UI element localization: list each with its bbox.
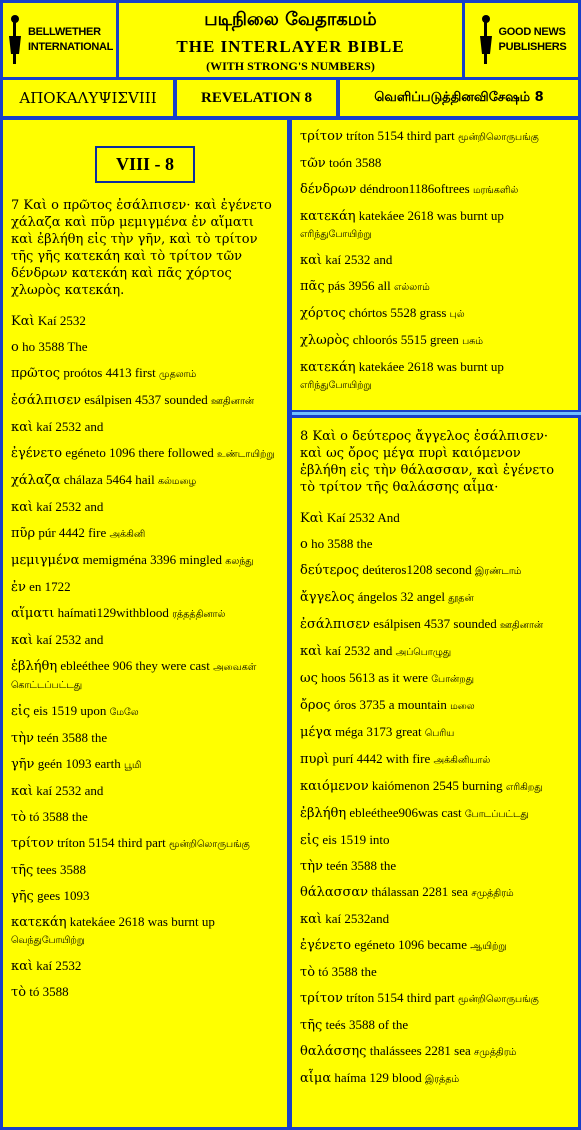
- transliteration: eis 1519 into: [322, 832, 390, 847]
- tamil-gloss: பெரிய: [424, 728, 455, 739]
- subtitle: (WITH STRONG'S NUMBERS): [206, 59, 375, 73]
- list-item: [11, 579, 279, 596]
- transliteration: proótos 4413 first: [63, 365, 156, 380]
- greek-word: αἵματι: [11, 606, 55, 621]
- transliteration: deúteros1208 second: [362, 562, 472, 577]
- tamil-gloss: போடப்பட்டது: [464, 809, 529, 820]
- greek-word: καὶ: [300, 253, 323, 268]
- tamil-gloss: அப்பொழுது: [395, 647, 452, 658]
- greek-word: ἐν: [11, 580, 26, 595]
- greek-word: τῆς: [300, 1018, 323, 1033]
- list-item: [300, 128, 570, 146]
- greek-word: τὸ: [11, 810, 27, 825]
- tab-english[interactable]: REVELATION 8: [177, 80, 336, 116]
- list-item: [11, 525, 279, 543]
- list-item: [11, 392, 279, 410]
- transliteration: memigména 3396 mingled: [82, 552, 222, 567]
- list-item: [300, 155, 570, 172]
- transliteration: teén 3588 the: [326, 858, 397, 873]
- greek-word: πρῶτος: [11, 366, 61, 381]
- title-english: THE INTERLAYER BIBLE: [176, 37, 405, 56]
- greek-word: τὸ: [11, 985, 27, 1000]
- tamil-gloss: போன்றது: [431, 674, 474, 685]
- transliteration: tó 3588: [29, 984, 69, 999]
- greek-word: ο: [300, 537, 308, 552]
- tamil-gloss: புல்: [449, 309, 465, 320]
- tamil-gloss: சமுத்திரம்: [474, 1047, 517, 1058]
- greek-word: θαλάσσης: [300, 1044, 367, 1059]
- tamil-gloss: இரத்தம்: [425, 1074, 460, 1085]
- list-item: [11, 472, 279, 490]
- greek-word: χάλαζα: [11, 473, 61, 488]
- greek-word: καὶ: [300, 912, 323, 927]
- greek-word: γῆς: [11, 889, 34, 904]
- transliteration: ebleéthee906was cast: [349, 805, 462, 820]
- transliteration: tó 3588 the: [29, 809, 88, 824]
- greek-word: ο: [11, 340, 19, 355]
- transliteration: purí 4442 with fire: [332, 751, 431, 766]
- greek-word: κατεκάη: [300, 360, 356, 375]
- greek-word: αἷμα: [300, 1071, 332, 1086]
- tamil-gloss: பசும்: [462, 336, 484, 347]
- verse-text: 8 Καὶ ο δεύτερος ἄγγελος ἐσάλπισεν· καὶ ως ὄρος μέγα πυρὶ καιόμενον ἐβλήθη εἰς τὴν θάλασσαν, καὶ ἐγένετο τὸ τρίτον τῆς θαλάσσης αἷμα·: [300, 429, 555, 495]
- entry-list: [300, 510, 570, 1088]
- transliteration: en 1722: [29, 579, 71, 594]
- transliteration: kaí 2532 and: [36, 783, 104, 798]
- tamil-gloss: மூன்றிலொருபங்கு: [458, 994, 539, 1005]
- tamil-gloss: மூன்றிலொருபங்கு: [169, 839, 250, 850]
- list-item: [300, 332, 570, 350]
- transliteration: kaí 2532 and: [36, 632, 104, 647]
- greek-word: εἰς: [300, 833, 320, 848]
- tamil-gloss: மூன்றிலொருபங்கு: [458, 132, 539, 143]
- shepherd-icon: [6, 14, 24, 66]
- transliteration: hoos 5613 as it were: [321, 670, 429, 685]
- greek-word: ἐγένετο: [11, 446, 63, 461]
- left-column: [3, 120, 287, 1127]
- transliteration: kaí 2532 and: [36, 499, 104, 514]
- transliteration: chálaza 5464 hail: [63, 472, 155, 487]
- greek-word: πῦρ: [11, 526, 36, 541]
- greek-word: χόρτος: [300, 306, 346, 321]
- list-item: [300, 832, 570, 849]
- greek-word: τὴν: [11, 731, 34, 746]
- transliteration: geén 1093 earth: [37, 756, 121, 771]
- transliteration: teén 3588 the: [37, 730, 108, 745]
- tamil-gloss: அக்கினி: [109, 529, 146, 540]
- tamil-gloss: உண்டாயிற்று: [217, 449, 275, 460]
- transliteration: kaí 2532 and: [36, 419, 104, 434]
- transliteration: ángelos 32 angel: [357, 589, 446, 604]
- transliteration: katekáee 2618 was burnt up: [358, 208, 504, 223]
- logo-right-line-2: PUBLISHERS: [498, 41, 567, 53]
- greek-word: τῆς: [11, 863, 34, 878]
- greek-word: Καὶ: [11, 314, 35, 329]
- transliteration: Kaí 2532: [37, 313, 86, 328]
- transliteration: esálpisen 4537 sounded: [373, 616, 497, 631]
- tamil-gloss: தூதன்: [448, 593, 474, 604]
- transliteration: púr 4442 fire: [38, 525, 107, 540]
- list-item: [11, 756, 279, 774]
- logo-left-line-2: INTERNATIONAL: [27, 41, 114, 53]
- tamil-gloss: அவைகள் கொட்டப்பட்டது: [11, 662, 257, 691]
- list-item: [11, 445, 279, 463]
- greek-word: ὄρος: [300, 698, 331, 713]
- transliteration: tríton 5154 third part: [57, 835, 166, 850]
- verse-text: 7 Καὶ ο πρῶτος ἐσάλπισεν· καὶ ἐγένετο χάλαζα καὶ πῦρ μεμιγμένα ἐν αἵματι καὶ ἐβλήθη εἰς τὴν γῆν, καὶ τὸ τρίτον τῆς γῆς κατεκάη καὶ τὸ τρίτον τῶν δένδρων κατεκάη καὶ πᾶς χόρτος χλωρὸς κατεκάη.: [11, 198, 272, 298]
- list-item: [300, 1043, 570, 1061]
- list-item: [11, 914, 279, 949]
- transliteration: ho 3588 the: [311, 536, 373, 551]
- greek-word: μέγα: [300, 725, 332, 740]
- greek-word: καιόμενον: [300, 779, 369, 794]
- list-item: [11, 365, 279, 383]
- transliteration: pás 3956 all: [327, 278, 391, 293]
- list-item: [300, 884, 570, 902]
- title-box: [119, 3, 462, 77]
- entry-list: [300, 128, 570, 394]
- transliteration: haíma 129 blood: [334, 1070, 422, 1085]
- tamil-gloss: எரிகிறது: [505, 782, 543, 793]
- transliteration: kaí 2532: [36, 958, 82, 973]
- list-item: [300, 510, 570, 527]
- transliteration: tó 3588 the: [318, 964, 377, 979]
- list-item: [300, 252, 570, 269]
- transliteration: ho 3588 The: [22, 339, 88, 354]
- greek-word: καὶ: [11, 959, 34, 974]
- greek-word: θάλασσαν: [300, 885, 369, 900]
- greek-word: ἐσάλπισεν: [11, 393, 82, 408]
- transliteration: óros 3735 a mountain: [333, 697, 447, 712]
- chapter-badge: VIII - 8: [95, 146, 195, 183]
- logo-left-line-1: BELLWETHER: [27, 26, 101, 38]
- tamil-gloss: வெந்துபோயிற்று: [11, 935, 85, 946]
- transliteration: méga 3173 great: [334, 724, 422, 739]
- list-item: [11, 499, 279, 516]
- greek-word: ως: [300, 671, 318, 686]
- greek-word: γῆν: [11, 757, 35, 772]
- transliteration: egéneto 1096 there followed: [65, 445, 214, 460]
- transliteration: tríton 5154 third part: [346, 990, 455, 1005]
- greek-word: χλωρὸς: [300, 333, 350, 348]
- tamil-gloss: இரண்டாம்: [475, 566, 522, 577]
- list-item: [11, 419, 279, 436]
- tamil-gloss: மலை: [450, 701, 475, 712]
- list-item: [11, 605, 279, 623]
- list-item: [300, 208, 570, 243]
- greek-word: τρίτον: [300, 991, 343, 1006]
- list-item: [11, 339, 279, 356]
- greek-word: μεμιγμένα: [11, 553, 80, 568]
- greek-word: ἐβλήθη: [11, 659, 58, 674]
- greek-word: Καὶ: [300, 511, 324, 526]
- tamil-gloss: ரத்தத்தினால்: [172, 609, 226, 620]
- list-item: [300, 724, 570, 742]
- list-item: [11, 984, 279, 1001]
- list-item: [11, 313, 279, 330]
- right-column-top: [292, 120, 578, 410]
- transliteration: chloorós 5515 green: [352, 332, 459, 347]
- tamil-gloss: மரங்களில்: [472, 185, 519, 196]
- transliteration: chórtos 5528 grass: [348, 305, 447, 320]
- list-item: [300, 805, 570, 823]
- greek-word: τῶν: [300, 156, 326, 171]
- tamil-gloss: ஊதினான்: [500, 620, 544, 631]
- list-item: [300, 751, 570, 769]
- tab-greek[interactable]: ΑΠΟΚΑΛΥΨΙΣVIII: [3, 80, 173, 116]
- list-item: [300, 305, 570, 323]
- list-item: [11, 632, 279, 649]
- greek-word: δεύτερος: [300, 563, 360, 578]
- greek-word: πυρὶ: [300, 752, 330, 767]
- transliteration: haímati129withblood: [57, 605, 169, 620]
- greek-word: καὶ: [11, 420, 34, 435]
- logo-right-line-1: GOOD NEWS: [498, 26, 566, 38]
- tamil-gloss: மேலே: [109, 707, 139, 718]
- greek-word: κατεκάη: [300, 209, 356, 224]
- list-item: [11, 658, 279, 694]
- divider: [292, 412, 581, 415]
- greek-word: καὶ: [300, 644, 323, 659]
- list-item: [300, 359, 570, 394]
- list-item: [11, 809, 279, 826]
- list-item: [300, 181, 570, 199]
- tamil-gloss: கலந்து: [225, 556, 254, 567]
- transliteration: ebleéthee 906 they were cast: [60, 658, 210, 673]
- transliteration: tees 3588: [36, 862, 86, 877]
- list-item: [300, 1070, 570, 1088]
- shepherd-icon: [477, 14, 495, 66]
- transliteration: kaí 2532and: [325, 911, 390, 926]
- tamil-gloss: கல்மழை: [157, 476, 197, 487]
- tamil-gloss: எல்லாம்: [393, 282, 430, 293]
- greek-word: δένδρων: [300, 182, 357, 197]
- list-item: [11, 862, 279, 879]
- greek-word: τὸ: [300, 965, 316, 980]
- list-item: [300, 964, 570, 981]
- tamil-gloss: அக்கினியால்: [433, 755, 491, 766]
- list-item: [300, 536, 570, 553]
- tamil-gloss: முதலாம்: [159, 369, 197, 380]
- greek-word: τὴν: [300, 859, 323, 874]
- greek-word: καὶ: [11, 500, 34, 515]
- tamil-gloss: எரிந்துபோயிற்று: [300, 229, 372, 240]
- transliteration: toón 3588: [328, 155, 382, 170]
- tamil-gloss: சமுத்திரம்: [471, 888, 514, 899]
- list-item: [300, 778, 570, 796]
- transliteration: Kaí 2532 And: [326, 510, 400, 525]
- greek-word: πᾶς: [300, 279, 325, 294]
- transliteration: tríton 5154 third part: [346, 128, 455, 143]
- transliteration: thalássees 2281 sea: [369, 1043, 471, 1058]
- list-item: [11, 958, 279, 975]
- transliteration: egéneto 1096 became: [354, 937, 468, 952]
- transliteration: esálpisen 4537 sounded: [84, 392, 208, 407]
- transliteration: thálassan 2281 sea: [371, 884, 469, 899]
- tamil-gloss: ஊதினான்: [211, 396, 255, 407]
- greek-word: καὶ: [11, 633, 34, 648]
- list-item: [300, 697, 570, 715]
- list-item: [11, 835, 279, 853]
- list-item: [300, 990, 570, 1008]
- transliteration: kaiómenon 2545 burning: [371, 778, 503, 793]
- greek-word: ἄγγελος: [300, 590, 355, 605]
- list-item: [300, 643, 570, 661]
- logo-good-news: [465, 3, 578, 77]
- list-item: [300, 1017, 570, 1034]
- transliteration: kaí 2532 and: [325, 643, 393, 658]
- greek-word: κατεκάη: [11, 915, 67, 930]
- greek-word: τρίτον: [300, 129, 343, 144]
- list-item: [11, 888, 279, 905]
- list-item: [300, 670, 570, 688]
- list-item: [300, 616, 570, 634]
- transliteration: teés 3588 of the: [325, 1017, 409, 1032]
- greek-word: ἐβλήθη: [300, 806, 347, 821]
- list-item: [300, 278, 570, 296]
- tamil-gloss: எரிந்துபோயிற்று: [300, 380, 372, 391]
- transliteration: déndroon1186oftrees: [359, 181, 470, 196]
- transliteration: kaí 2532 and: [325, 252, 393, 267]
- list-item: [300, 911, 570, 928]
- list-item: [300, 937, 570, 955]
- title-tamil: படிநிலை வேதாகமம்: [204, 9, 377, 30]
- right-column-bottom: [292, 418, 578, 1127]
- transliteration: katekáee 2618 was burnt up: [358, 359, 504, 374]
- greek-word: τρίτον: [11, 836, 54, 851]
- greek-word: ἐσάλπισεν: [300, 617, 371, 632]
- list-item: [300, 858, 570, 875]
- entry-list: [11, 313, 279, 1001]
- greek-word: εἰς: [11, 704, 31, 719]
- greek-word: ἐγένετο: [300, 938, 352, 953]
- transliteration: gees 1093: [37, 888, 90, 903]
- transliteration: eis 1519 upon: [33, 703, 107, 718]
- list-item: [11, 783, 279, 800]
- greek-word: καὶ: [11, 784, 34, 799]
- list-item: [300, 589, 570, 607]
- transliteration: katekáee 2618 was burnt up: [69, 914, 215, 929]
- tamil-gloss: ஆயிற்று: [470, 941, 507, 952]
- list-item: [11, 703, 279, 721]
- list-item: [11, 730, 279, 747]
- logo-bellwether: [3, 3, 116, 77]
- tamil-gloss: பூமி: [124, 760, 142, 771]
- tab-tamil[interactable]: வெளிப்படுத்தினவிசேஷம் 8: [340, 80, 578, 116]
- list-item: [11, 552, 279, 570]
- list-item: [300, 562, 570, 580]
